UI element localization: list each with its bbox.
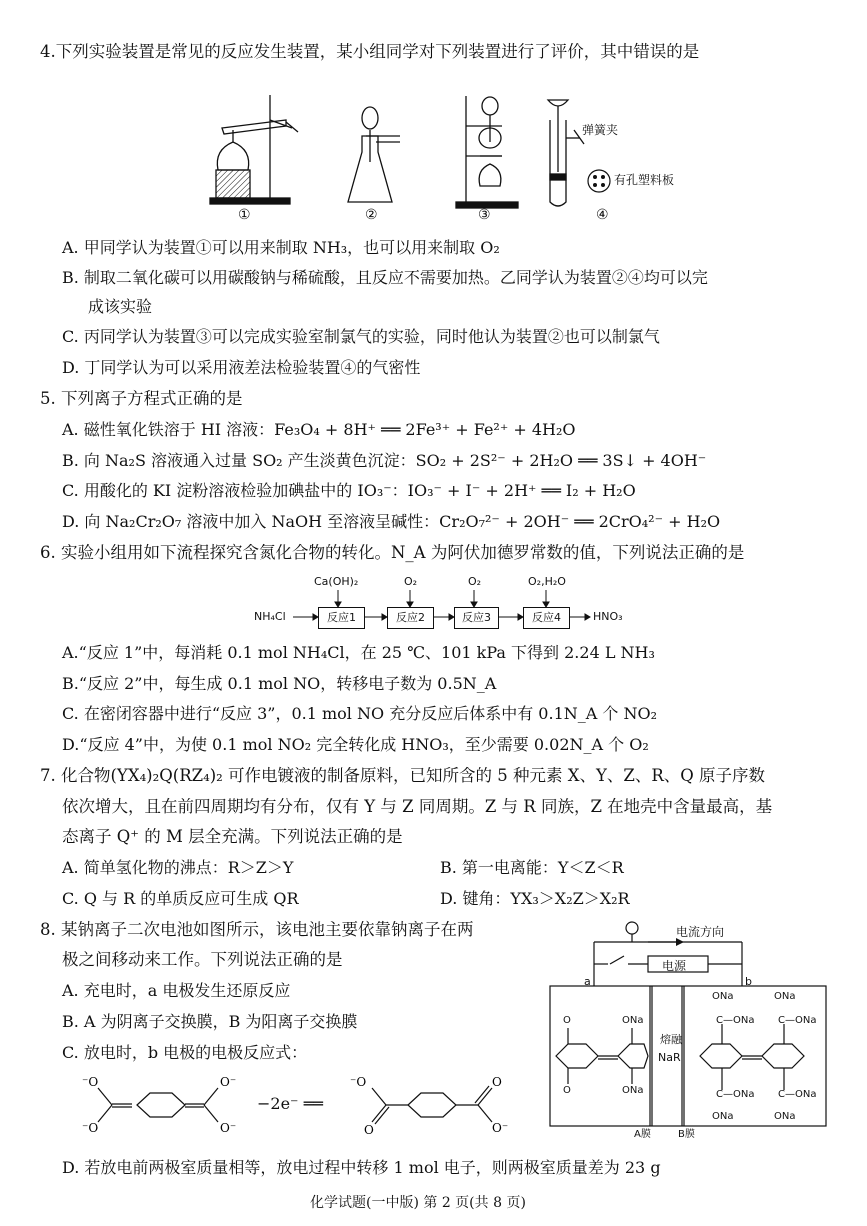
- reagent-2: O₂: [404, 575, 418, 588]
- page-footer: 化学试题(一中版) 第 2 页(共 8 页): [310, 1195, 526, 1211]
- q8-stem-line1: 8. 某钠离子二次电池如图所示，该电池主要依靠钠离子在两: [40, 920, 474, 939]
- membrane-a-label: A膜: [634, 1129, 651, 1140]
- q7-option-d: D. 键角：YX₃＞X₂Z＞X₂R: [440, 889, 630, 908]
- right-ona-3: ONa: [712, 1111, 734, 1122]
- flow-step-1: 反应1: [318, 607, 365, 629]
- reagent-1: Ca(OH)₂: [314, 575, 359, 588]
- right-c-ona-4: C—ONa: [778, 1089, 817, 1100]
- label-4: ④: [596, 207, 609, 223]
- molten-label: 熔融: [660, 1033, 682, 1046]
- current-direction-label: 电流方向: [676, 925, 725, 939]
- q7-option-a: A. 简单氢化物的沸点：R＞Z＞Y: [62, 858, 294, 877]
- q8-option-c: C. 放电时，b 电极的电极反应式：: [62, 1043, 308, 1062]
- left-o-top: O: [563, 1015, 571, 1026]
- q5-option-d: D. 向 Na₂Cr₂O₇ 溶液中加入 NaOH 至溶液呈碱性：Cr₂O₇²⁻ + 2OH⁻ ══ 2CrO₄²⁻ + H₂O: [62, 512, 721, 531]
- flow-step-3: 反应3: [454, 607, 499, 629]
- q5-option-c: C. 用酸化的 KI 淀粉溶液检验加碘盐中的 IO₃⁻：IO₃⁻ + I⁻ + 2H⁺ ══ I₂ + H₂O: [62, 481, 636, 500]
- flow-step-4: 反应4: [523, 607, 570, 629]
- label-1: ①: [238, 207, 251, 223]
- electrode-a-label: a: [584, 975, 591, 988]
- q8-option-d: D. 若放电前两极室质量相等，放电过程中转移 1 mol 电子，则两极室质量差为 23 g: [62, 1158, 661, 1177]
- q7-stem-line3: 态离子 Q⁺ 的 M 层全充满。下列说法正确的是: [62, 827, 403, 846]
- q4-option-c: C. 丙同学认为装置③可以完成实验室制氯气的实验，同时他认为装置②也可以制氯气: [62, 327, 660, 346]
- q6-option-b: B.“反应 2”中，每生成 0.1 mol NO，转移电子数为 0.5N_A: [62, 674, 497, 693]
- q4-stem: 4.下列实验装置是常见的反应发生装置，某小组同学对下列装置进行了评价，其中错误的是: [40, 42, 700, 61]
- perforated-plate-label: 有孔塑料板: [614, 173, 675, 187]
- svg-text:⁻O: ⁻O: [350, 1075, 367, 1089]
- flow-start: NH₄Cl: [254, 610, 286, 623]
- membrane-b-label: B膜: [678, 1129, 695, 1140]
- left-o-bottom: O: [563, 1085, 571, 1096]
- svg-text:⁻O: ⁻O: [82, 1121, 99, 1135]
- q5-option-a: A. 磁性氧化铁溶于 HI 溶液：Fe₃O₄ + 8H⁺ ══ 2Fe³⁺ + Fe²⁺ + 4H₂O: [62, 420, 576, 439]
- q7-option-c: C. Q 与 R 的单质反应可生成 QR: [62, 889, 299, 908]
- right-ona-4: ONa: [774, 1111, 796, 1122]
- q4-option-d: D. 丁同学认为可以采用液差法检验装置④的气密性: [62, 358, 421, 377]
- left-ona-top: ONa: [622, 1015, 644, 1026]
- reagent-3: O₂: [468, 575, 482, 588]
- q8-equation-middle: −2e⁻ ══: [257, 1094, 323, 1113]
- right-ona-1: ONa: [712, 991, 734, 1002]
- q7-option-b: B. 第一电离能：Y＜Z＜R: [440, 858, 624, 877]
- q6-stem: 6. 实验小组用如下流程探究含氮化合物的转化。N_A 为阿伏加德罗常数的值，下列说法正确的是: [40, 543, 745, 562]
- q5-option-b: B. 向 Na₂S 溶液通入过量 SO₂ 产生淡黄色沉淀：SO₂ + 2S²⁻ + 2H₂O ══ 3S↓ + 4OH⁻: [62, 451, 707, 470]
- product-structure: [346, 1074, 536, 1136]
- electrode-b-label: b: [745, 975, 752, 988]
- left-ona-bottom: ONa: [622, 1085, 644, 1096]
- reactant-structure: [82, 1074, 252, 1136]
- svg-text:O⁻: O⁻: [220, 1121, 237, 1135]
- q7-stem-line2: 依次增大，且在前四周期均有分布，仅有 Y 与 Z 同周期。Z 与 R 同族，Z 在地壳中含量最高，基: [62, 797, 773, 816]
- spring-clip-label: 弹簧夹: [582, 123, 619, 137]
- svg-text:O: O: [364, 1123, 374, 1137]
- q8-option-a: A. 充电时，a 电极发生还原反应: [62, 981, 291, 1000]
- label-3: ③: [478, 207, 491, 223]
- q7-stem-line1: 7. 化合物(YX₄)₂Q(RZ₄)₂ 可作电镀液的制备原料，已知所含的 5 种元素 X、Y、Z、R、Q 原子序数: [40, 766, 766, 785]
- q4-option-b-cont: 成该实验: [88, 297, 153, 316]
- flow-end: HNO₃: [593, 610, 623, 623]
- svg-text:⁻O: ⁻O: [82, 1075, 99, 1089]
- right-c-ona-2: C—ONa: [778, 1015, 817, 1026]
- label-2: ②: [365, 207, 378, 223]
- q8-stem-line2: 极之间移动来工作。下列说法正确的是: [62, 950, 343, 969]
- q8-option-b: B. A 为阴离子交换膜，B 为阳离子交换膜: [62, 1012, 358, 1031]
- svg-text:O: O: [492, 1075, 502, 1089]
- right-c-ona-3: C—ONa: [716, 1089, 755, 1100]
- svg-text:O⁻: O⁻: [220, 1075, 237, 1089]
- nar-label: NaR: [658, 1051, 681, 1064]
- q5-stem: 5. 下列离子方程式正确的是: [40, 389, 243, 408]
- power-source-label: 电源: [662, 959, 687, 973]
- right-ona-2: ONa: [774, 991, 796, 1002]
- reagent-4: O₂,H₂O: [528, 575, 566, 588]
- flow-step-2: 反应2: [387, 607, 434, 629]
- q6-option-d: D.“反应 4”中，为使 0.1 mol NO₂ 完全转化成 HNO₃，至少需要 0.02N_A 个 O₂: [62, 735, 649, 754]
- q4-option-a: A. 甲同学认为装置①可以用来制取 NH₃，也可以用来制取 O₂: [62, 238, 500, 257]
- q6-option-c: C. 在密闭容器中进行“反应 3”，0.1 mol NO 充分反应后体系中有 0.1N_A 个 NO₂: [62, 704, 658, 723]
- q6-option-a: A.“反应 1”中，每消耗 0.1 mol NH₄Cl，在 25 ℃、101 kPa 下得到 2.24 L NH₃: [62, 643, 655, 662]
- svg-text:O⁻: O⁻: [492, 1121, 509, 1135]
- right-c-ona-1: C—ONa: [716, 1015, 755, 1026]
- q4-option-b: B. 制取二氧化碳可以用碳酸钠与稀硫酸，且反应不需要加热。乙同学认为装置②④均可以完: [62, 268, 708, 287]
